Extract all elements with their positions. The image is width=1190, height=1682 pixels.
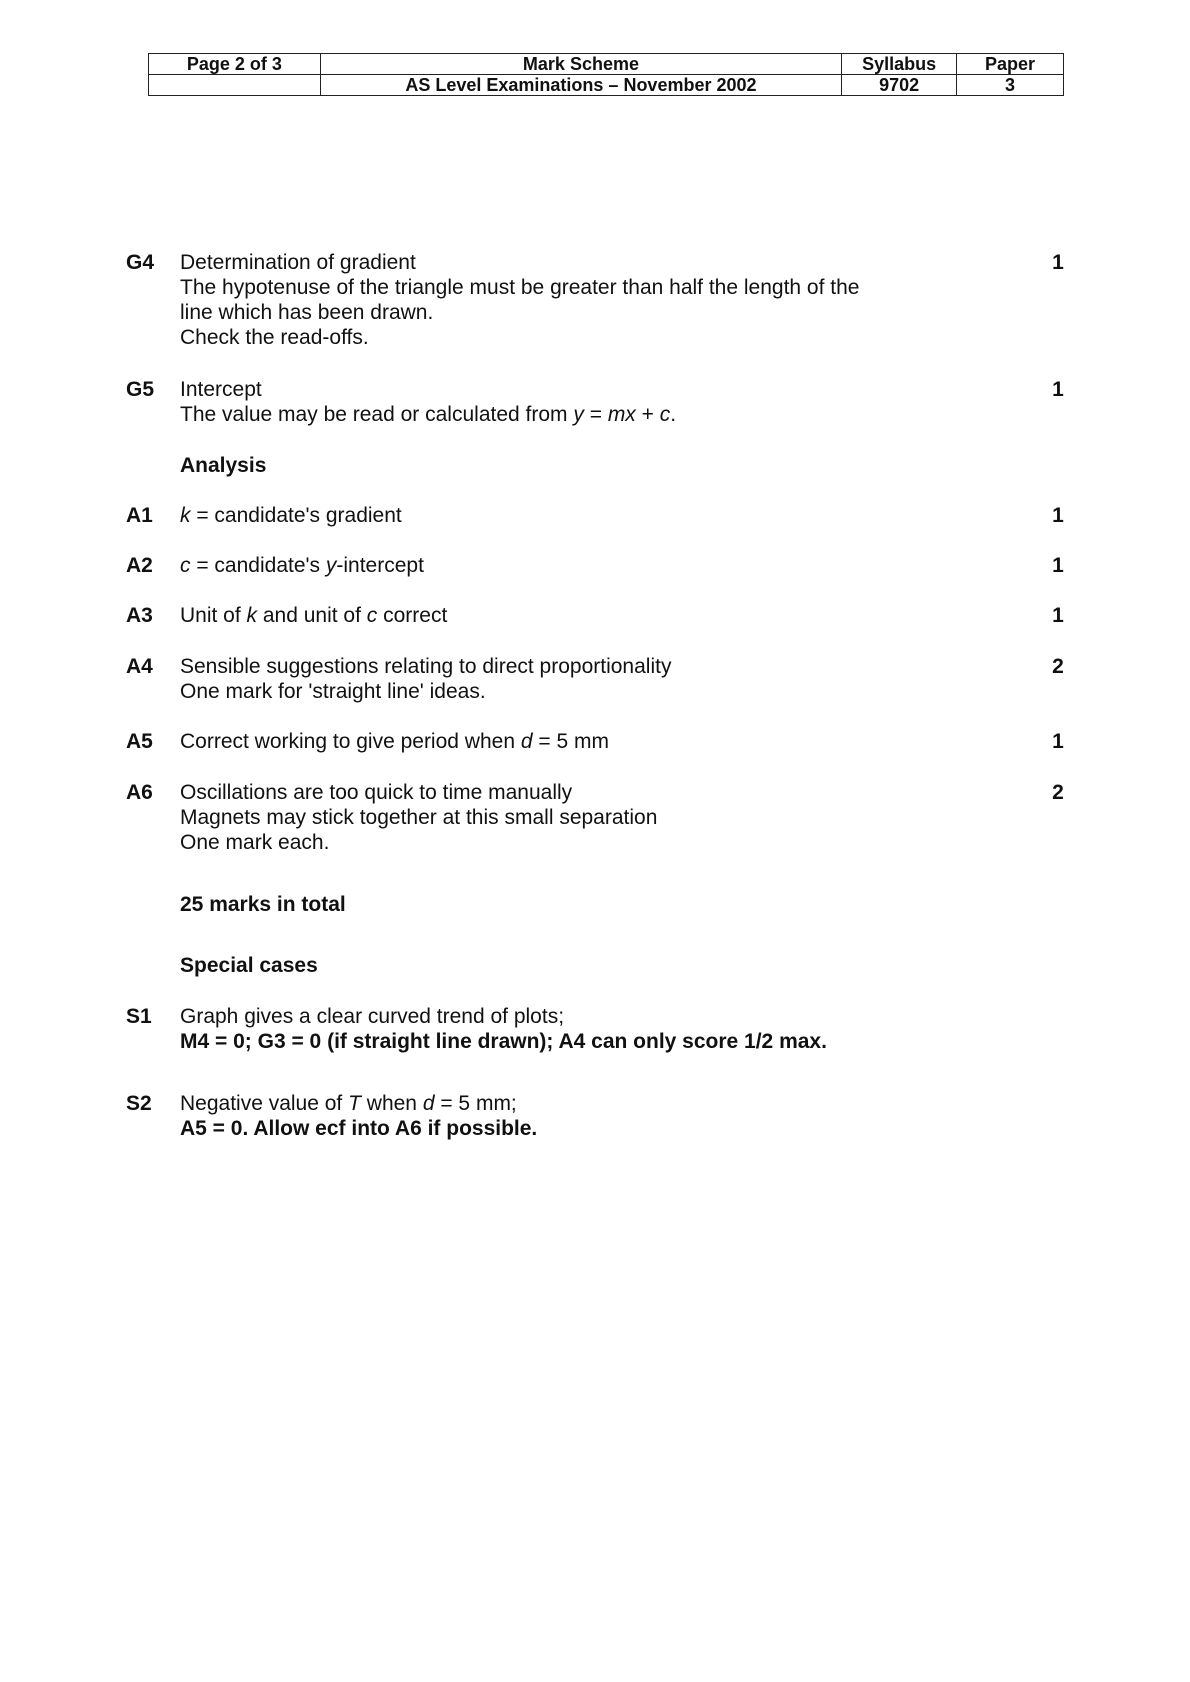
item-text: c = candidate's y-intercept — [180, 554, 424, 577]
text-line: M4 = 0; G3 = 0 (if straight line drawn); A4 can only score 1/2 max. — [180, 1030, 827, 1053]
item-text — [180, 1004, 940, 1054]
page-number: Page 2 of 3 — [149, 54, 321, 75]
item-code: G4 — [126, 251, 155, 274]
item-code: A3 — [126, 604, 153, 627]
text-line: The hypotenuse of the triangle must be greater than half the length of the — [180, 276, 860, 299]
syllabus-value: 9702 — [842, 75, 957, 96]
item-code: A2 — [126, 554, 153, 577]
text-line: Magnets may stick together at this small separation — [180, 806, 658, 829]
item-mark: 1 — [1052, 378, 1064, 401]
item-text: Correct working to give period when d = 5 mm — [180, 730, 609, 753]
text-line: Check the read-offs. — [180, 326, 369, 349]
paper-value: 3 — [957, 75, 1064, 96]
item-mark: 1 — [1052, 554, 1064, 577]
item-mark: 1 — [1052, 251, 1064, 274]
item-mark: 1 — [1052, 604, 1064, 627]
text-line: Graph gives a clear curved trend of plots; — [180, 1005, 565, 1028]
item-mark: 1 — [1052, 730, 1064, 753]
page-number-blank — [149, 75, 321, 96]
total-text: 25 marks in total — [180, 893, 346, 916]
text-line: Sensible suggestions relating to direct proportionality — [180, 655, 672, 678]
item-code: S2 — [126, 1092, 152, 1115]
text-line: The value may be read or calculated from y = mx + c. — [180, 403, 677, 426]
text-line: A5 = 0. Allow ecf into A6 if possible. — [180, 1117, 538, 1140]
text-line: line which has been drawn. — [180, 301, 434, 324]
item-text — [180, 654, 940, 704]
syllabus-label: Syllabus — [842, 54, 957, 75]
heading-text: Analysis — [180, 454, 267, 477]
item-code: A4 — [126, 655, 153, 678]
paper-label: Paper — [957, 54, 1064, 75]
item-code: S1 — [126, 1005, 152, 1028]
item-text: k = candidate's gradient — [180, 504, 402, 527]
exam-title: AS Level Examinations – November 2002 — [320, 75, 841, 96]
text-line: One mark each. — [180, 831, 330, 854]
item-mark: 1 — [1052, 504, 1064, 527]
item-mark: 2 — [1052, 781, 1064, 804]
header-table — [148, 53, 1064, 96]
item-text — [180, 377, 940, 427]
mark-scheme-title: Mark Scheme — [320, 54, 841, 75]
item-text — [180, 250, 940, 350]
item-code: A1 — [126, 504, 153, 527]
item-mark: 2 — [1052, 655, 1064, 678]
text-line: Negative value of T when d = 5 mm; — [180, 1092, 517, 1115]
item-text: Unit of k and unit of c correct — [180, 604, 448, 627]
item-text — [180, 780, 940, 855]
item-text — [180, 1091, 940, 1141]
heading-text: Special cases — [180, 954, 318, 977]
item-code: A6 — [126, 781, 153, 804]
text-line: Determination of gradient — [180, 251, 416, 274]
text-line: Oscillations are too quick to time manually — [180, 781, 573, 804]
item-code: A5 — [126, 730, 153, 753]
text-line: Intercept — [180, 378, 262, 401]
text-line: One mark for 'straight line' ideas. — [180, 680, 486, 703]
item-code: G5 — [126, 378, 155, 401]
